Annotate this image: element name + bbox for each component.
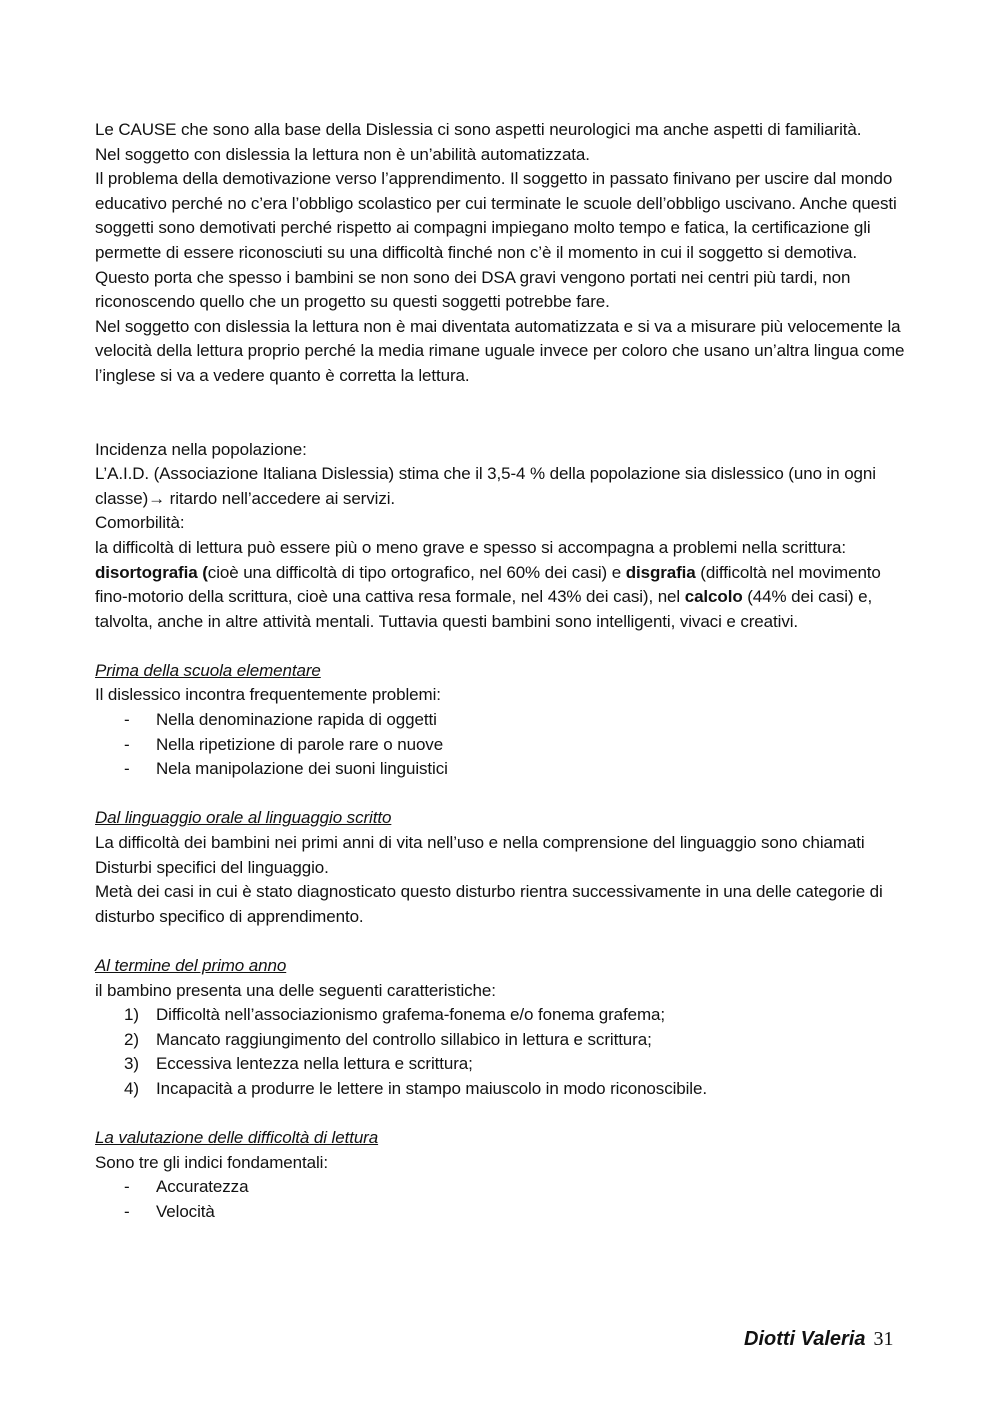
intro-paragraph: Nel soggetto con dislessia la lettura non è un’abilità automatizzata. (95, 144, 590, 164)
section-text: Il dislessico incontra frequentemente problemi: (95, 685, 441, 705)
spacer (95, 929, 915, 954)
intro-paragraph: Le CAUSE che sono alla base della Dislessia ci sono aspetti neurologici ma anche aspetti di familiarità. (95, 120, 862, 139)
bullet-list (95, 1175, 915, 1224)
term-disortografia: disortografia ( (95, 562, 208, 582)
list-number: 4) (124, 1078, 139, 1098)
incidenza-title: Incidenza nella popolazione: (95, 439, 307, 459)
list-item (95, 1052, 915, 1077)
list-item (95, 1175, 915, 1200)
list-item (95, 708, 915, 733)
list-item (95, 733, 915, 758)
intro-paragraph: Il problema della demotivazione verso l’apprendimento. Il soggetto in passato finivano per uscire dal mondo educativo perché no c’era l’obbligo scolastico per cui terminate le scuole dell’obbligo uscivano. Anche questi soggetti sono demotivati perché rispetto ai compagni impiegano molto tempo e fatica, la certificazione gli permette di essere riconosciuti su una difficoltà finché non c’è il momento in cui il soggetto si demotiva. (95, 169, 897, 262)
bullet-list (95, 708, 915, 782)
incidenza-section (95, 438, 915, 512)
term-disgrafia: disgrafia (625, 562, 696, 582)
list-item-text: Velocità (156, 1201, 215, 1221)
list-item (95, 757, 915, 782)
section-text: La difficoltà dei bambini nei primi anni di vita nell’uso e nella comprensione del linguaggio sono chiamati Disturbi specifici del linguaggio. (95, 833, 865, 877)
spacer (95, 634, 915, 659)
page-footer (744, 1328, 894, 1351)
section-text: Metà dei casi in cui è stato diagnosticato questo disturbo rientra successivamente in una delle categorie di disturbo specifico di apprendimento. (95, 882, 883, 926)
dash-marker: - (124, 1201, 130, 1221)
spacer (95, 1102, 915, 1127)
comorbilita-text-part: (44% dei casi) e, talvolta, anche in altre attività mentali. Tuttavia questi bambini sono intelligenti, vivaci e creativi. (95, 587, 873, 631)
comorbilita-text-part: cioè una difficoltà di tipo ortografico, nel 60% dei casi) e (207, 562, 626, 582)
intro-section (95, 118, 915, 389)
list-number: 2) (124, 1029, 139, 1049)
section-heading: Dal linguaggio orale al linguaggio scritto (95, 808, 392, 828)
list-number: 3) (124, 1054, 139, 1074)
list-item (95, 1028, 915, 1053)
term-calcolo: calcolo (684, 587, 743, 607)
list-item-text: Nela manipolazione dei suoni linguistici (156, 759, 448, 779)
dash-marker: - (124, 734, 130, 754)
author-name: Diotti Valeria (744, 1328, 866, 1350)
dash-marker: - (124, 759, 130, 779)
comorbilita-title: Comorbilità: (95, 513, 185, 533)
incidenza-text: L’A.I.D. (Associazione Italiana Dislessia) stima che il 3,5-4 % della popolazione sia dislessico (uno in ogni classe)→ ritardo nell’accedere ai servizi. (95, 464, 876, 508)
list-item (95, 1200, 915, 1225)
list-item-text: Nella ripetizione di parole rare o nuove (156, 734, 444, 754)
list-item (95, 1003, 915, 1028)
numbered-list (95, 1003, 915, 1101)
linguaggio-section (95, 806, 915, 929)
comorbilita-text-part: (difficoltà nel movimento fino-motorio della scrittura, cioè una cattiva resa formale, nel 43% dei casi), nel (95, 562, 881, 607)
list-item-text: Incapacità a produrre le lettere in stampo maiuscolo in modo riconoscibile. (156, 1078, 707, 1098)
section-text: il bambino presenta una delle seguenti caratteristiche: (95, 980, 496, 1000)
list-item-text: Nella denominazione rapida di oggetti (156, 710, 437, 730)
list-item-text: Difficoltà nell’associazionismo grafema-fonema e/o fonema grafema; (156, 1005, 666, 1025)
intro-paragraph: Nel soggetto con dislessia la lettura non è mai diventata automatizzata e si va a misurare più velocemente la velocità della lettura proprio perché la media rimane uguale invece per coloro che usano un’altra lingua come l’inglese si va a vedere quanto è corretta la lettura. (95, 316, 905, 385)
page-number: 31 (873, 1328, 894, 1350)
dash-marker: - (124, 710, 130, 730)
comorbilita-text (95, 536, 915, 634)
primo-anno-section (95, 954, 915, 1102)
section-heading: Al termine del primo anno (95, 956, 287, 975)
list-item-text: Mancato raggiungimento del controllo sillabico in lettura e scrittura; (156, 1029, 652, 1049)
valutazione-section (95, 1126, 915, 1224)
section-heading: Prima della scuola elementare (95, 660, 321, 680)
dash-marker: - (124, 1177, 130, 1197)
list-item (95, 1077, 915, 1102)
list-number: 1) (124, 1005, 139, 1025)
list-item-text: Eccessiva lentezza nella lettura e scrittura; (156, 1054, 473, 1074)
spacer (95, 389, 915, 438)
spacer (95, 782, 915, 807)
comorbilita-text-part: la difficoltà di lettura può essere più o meno grave e spesso si accompagna a problemi nella scrittura: (95, 537, 847, 557)
comorbilita-section (95, 511, 915, 634)
prima-section (95, 659, 915, 782)
list-item-text: Accuratezza (156, 1177, 249, 1197)
page-body (95, 118, 915, 1225)
section-text: Sono tre gli indici fondamentali: (95, 1152, 328, 1172)
section-heading: La valutazione delle difficoltà di lettura (95, 1128, 379, 1148)
intro-paragraph: Questo porta che spesso i bambini se non sono dei DSA gravi vengono portati nei centri più tardi, non riconoscendo quello che un progetto su questi soggetti potrebbe fare. (95, 267, 851, 312)
